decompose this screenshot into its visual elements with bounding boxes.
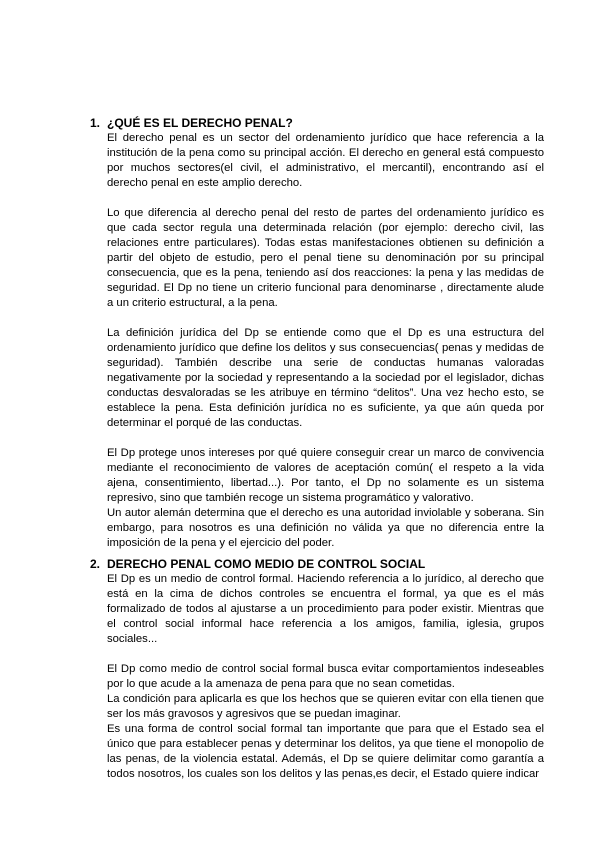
section-title: DERECHO PENAL COMO MEDIO DE CONTROL SOCIAL — [107, 557, 426, 571]
section-heading — [90, 116, 544, 130]
paragraph: El derecho penal es un sector del ordenamiento jurídico que hace referencia a la institución de la pena como su principal acción. El derecho en general está compuesto por muchos sectores(el civil, el administrativo, el mercantil), encontrando así el derecho penal en este amplio derecho. — [107, 132, 544, 189]
paragraph: Es una forma de control social formal tan importante que para que el Estado sea el único que para establecer penas y determinar los delitos, ya que tiene el monopolio de las penas, de la violencia estatal. Además, el Dp se quiere delimitar como garantía a todos nosotros, los cuales son los delitos y las penas,es decir, el Estado quiere indicar — [107, 723, 544, 780]
section-heading — [90, 557, 544, 571]
paragraph: Un autor alemán determina que el derecho es una autoridad inviolable y soberana. Sin embargo, para nosotros es una definición no válida ya que no diferencia entre la imposición de la pena y el ejercicio del poder. — [107, 507, 544, 549]
section-title: ¿QUÉ ES EL DERECHO PENAL? — [107, 116, 293, 130]
section-number: 2. — [90, 557, 101, 571]
paragraph: La condición para aplicarla es que los hechos que se quieren evitar con ella tienen que ser los más gravosos y agresivos que se puedan imaginar. — [107, 693, 544, 720]
section-1 — [90, 116, 544, 551]
paragraph: El Dp protege unos intereses por qué quiere conseguir crear un marco de convivencia mediante el reconocimiento de valores de aceptación común( el respeto a la vida ajena, consentimiento, libertad...). Por tanto, el Dp no solamente es un sistema represivo, sino que también recoge un sistema programático y valorativo. — [107, 447, 544, 504]
section-number: 1. — [90, 116, 101, 130]
paragraph: El Dp como medio de control social formal busca evitar comportamientos indeseables por lo que acude a la amenaza de pena para que no sean cometidas. — [107, 663, 544, 690]
paragraph: La definición jurídica del Dp se entiende como que el Dp es una estructura del ordenamiento jurídico que define los delitos y sus consecuencias( penas y medidas de seguridad). También describe una serie de conductas humanas valoradas negativamente por la sociedad y representando a la sociedad por el legislador, dichas conductas desvaloradas se les atribuye en término “delitos”. Una vez hecho esto, se establece la pena. Esta definición jurídica no es suficiente, ya que aún queda por determinar el porqué de las conductas. — [107, 327, 544, 429]
paragraph: El Dp es un medio de control formal. Haciendo referencia a lo jurídico, al derecho que está en la cima de dichos controles se encuentra el formal, ya que es el más formalizado de todos al ajustarse a un procedimiento para poder existir. Mientras que el control social informal hace referencia a los amigos, familia, iglesia, grupos sociales... — [107, 573, 544, 645]
paragraph: Lo que diferencia al derecho penal del resto de partes del ordenamiento jurídico es que cada sector regula una determinada relación (por ejemplo: derecho civil, las relaciones entre particulares). Todas estas manifestaciones obtienen su definición a partir del objeto de estudio, pero el penal tiene su denominación por su principal consecuencia, que es la pena, teniendo así dos reacciones: la pena y las medidas de seguridad. El Dp no tiene un criterio funcional para denominarse , directamente alude a un criterio estructural, a la pena. — [107, 207, 544, 309]
section-2 — [90, 557, 544, 782]
